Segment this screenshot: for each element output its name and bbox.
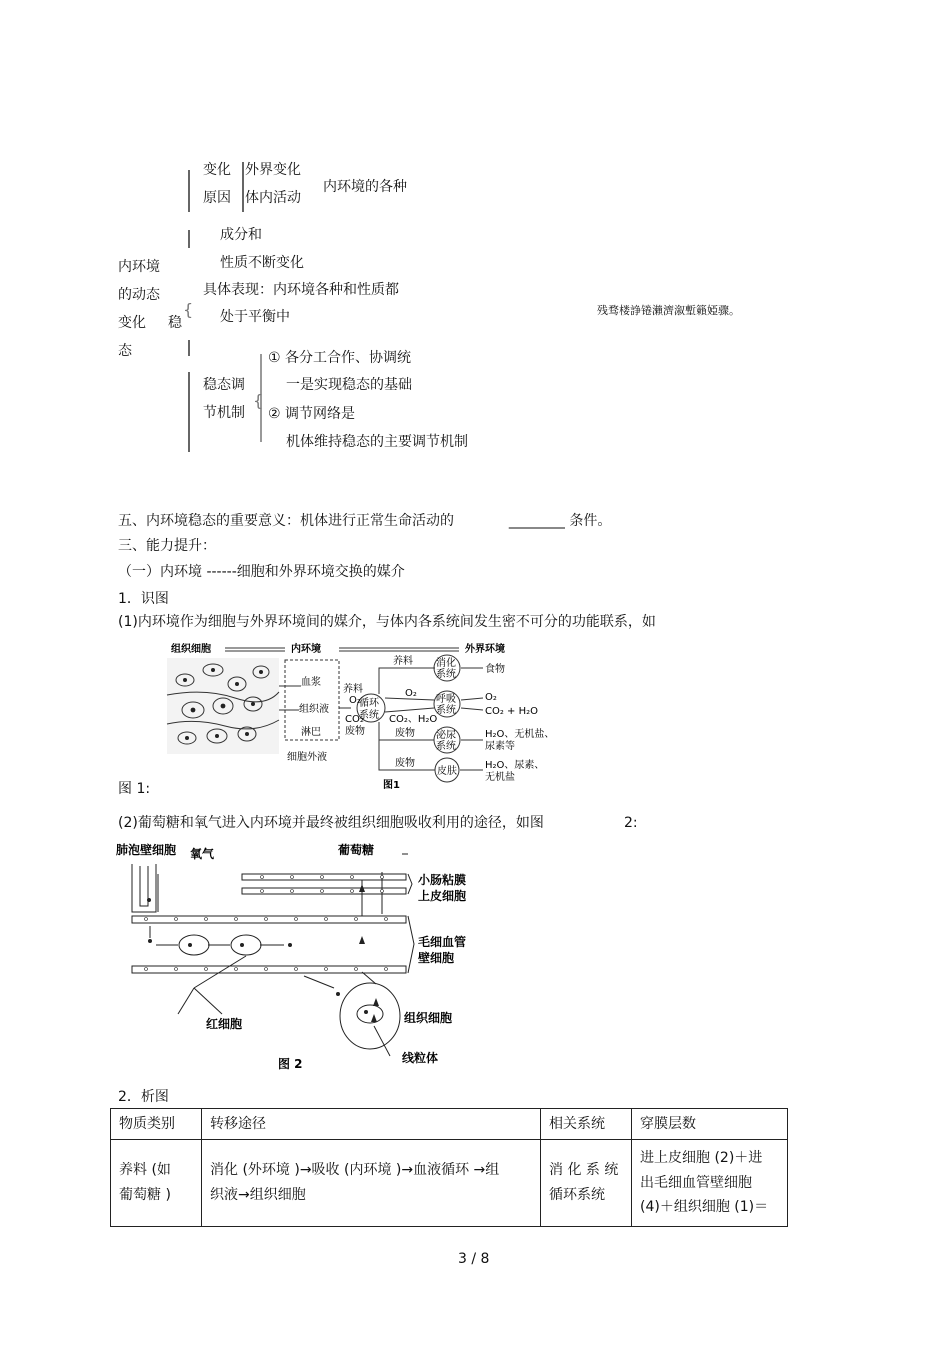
brace-main-top <box>188 170 190 212</box>
figure1-out-co2: CO₂ + H₂O <box>485 706 538 717</box>
figure1-fluid-lymph: 淋巴 <box>301 727 321 738</box>
figure1-caption: 图1 <box>383 780 400 791</box>
figure1-out-food: 食物 <box>485 664 505 675</box>
figure1-mid-co2: CO₂ <box>345 714 364 725</box>
figure1-extracellular: 细胞外液 <box>287 752 327 763</box>
analysis-table <box>110 1108 788 1227</box>
section3-title: 三、能力提升： <box>118 538 216 554</box>
section5-suffix: 条件。 <box>569 513 612 529</box>
figure2-glucose: 葡萄糖 <box>338 843 375 857</box>
figure2-tissue-cell: 组织细胞 <box>404 1011 453 1025</box>
main-topic-line4: 态 <box>118 343 132 359</box>
table-header-row <box>111 1109 788 1140</box>
svg-text:呼吸: 呼吸 <box>436 694 456 705</box>
page-number: 3 / 8 <box>458 1251 490 1267</box>
svg-text:皮肤: 皮肤 <box>437 766 457 777</box>
main-topic-line2: 的动态 <box>118 287 160 303</box>
cause-label-2: 原因 <box>203 190 231 206</box>
manifestation-line1: 成分和 <box>220 227 262 243</box>
figure1-label-tissue-cell: 组织细胞 <box>171 644 211 655</box>
svg-text:泌尿: 泌尿 <box>436 730 456 741</box>
figure1-mid-nutrient: 养料 <box>343 684 363 695</box>
brace-main-seg3 <box>188 340 190 356</box>
figure2-rbc: 红细胞 <box>206 1017 243 1031</box>
figure1-label-nutrient: 养料 <box>393 656 413 667</box>
brace-main-tip: { <box>183 300 194 319</box>
item1-para2: (2)葡萄糖和氧气进入内环境并最终被组织细胞吸收利用的途径，如图 <box>118 815 544 831</box>
figure2-intestine-1: 小肠粘膜 <box>418 873 467 887</box>
brace-main-bottom <box>188 372 190 452</box>
main-topic-line3b: 稳 <box>168 315 182 331</box>
figure1-label-waste1: 废物 <box>395 728 415 739</box>
table-header-systems: 相关系统 <box>541 1109 632 1140</box>
table-cell-category: 养料 (如 葡萄糖 ) <box>111 1140 202 1227</box>
table-cell-route: 消化 (外环境 )→吸收 (内环境 )→血液循环 →组 织液→组织细胞 <box>202 1140 541 1227</box>
figure1-label-internal-env: 内环境 <box>291 644 321 655</box>
mechanism-item2b: 机体维持稳态的主要调节机制 <box>286 434 468 450</box>
figure1-out-urine1: H₂O、无机盐、 <box>485 729 555 740</box>
table-row <box>111 1140 788 1227</box>
figure1 <box>165 640 555 791</box>
figure1-label-o2: O₂ <box>405 688 417 699</box>
manifestation-line3: 具体表现：内环境各种和性质都 <box>203 282 399 298</box>
manifestation-line4: 处于平衡中 <box>220 309 290 325</box>
fig1-caption-prefix: 图 1: <box>118 781 151 797</box>
figure1-label-waste2: 废物 <box>395 758 415 769</box>
figure1-mid-waste: 废物 <box>345 726 365 737</box>
mechanism-label-1: 稳态调 <box>203 377 245 393</box>
brace-cause <box>242 162 244 212</box>
figure2-oxygen: 氧气 <box>190 847 215 861</box>
figure1-mid-o2: O₂ <box>349 695 361 706</box>
figure1-out-skin2: 无机盐 <box>485 772 515 783</box>
table-cell-systems: 消 化 系 统 循环系统 <box>541 1140 632 1227</box>
item1-title: 1．识图 <box>118 591 169 607</box>
figure1-circulation: 循环 <box>359 698 379 709</box>
cause-result: 内环境的各种 <box>323 179 407 195</box>
figure2-caption: 图 2 <box>278 1057 303 1071</box>
subsection1-title: （一）内环境 ------细胞和外界环境交换的媒介 <box>118 564 405 580</box>
figure1-out-urine2: 尿素等 <box>485 741 515 752</box>
section5-text <box>118 514 611 528</box>
cause-item-external: 外界变化 <box>245 162 301 178</box>
mechanism-item1: ① 各分工合作、协调统 <box>268 350 412 366</box>
brace-main-seg2 <box>188 230 190 248</box>
table-header-category: 物质类别 <box>111 1109 202 1140</box>
figure1-fluid-plasma: 血浆 <box>301 677 321 688</box>
figure1-out-skin1: H₂O、尿素、 <box>485 760 545 771</box>
figure1-out-o2: O₂ <box>485 692 497 703</box>
svg-text:系统: 系统 <box>359 710 379 721</box>
cause-label-1: 变化 <box>203 162 231 178</box>
table-header-membranes: 穿膜层数 <box>632 1109 788 1140</box>
brace-mechanism-tip: { <box>253 391 264 410</box>
mechanism-label-2: 节机制 <box>203 405 245 421</box>
item1-para2-fig: 2: <box>624 815 638 831</box>
figure2-intestine-2: 上皮细胞 <box>418 889 467 903</box>
cause-item-internal: 体内活动 <box>245 190 301 206</box>
manifestation-line2: 性质不断变化 <box>220 255 304 271</box>
figure1-label-external-env: 外界环境 <box>465 644 505 655</box>
main-topic-line3: 变化 <box>118 315 146 331</box>
svg-text:消化: 消化 <box>436 658 456 669</box>
svg-text:系统: 系统 <box>436 741 456 752</box>
figure2 <box>112 838 492 1078</box>
figure2-capillary-2: 壁细胞 <box>418 951 455 965</box>
svg-text:系统: 系统 <box>436 705 456 716</box>
figure1-fluid-tissue: 组织液 <box>299 704 329 715</box>
figure2-capillary-1: 毛细血管 <box>418 935 467 949</box>
main-topic-line1: 内环境 <box>118 259 160 275</box>
mechanism-item2: ② 调节网络是 <box>268 406 356 422</box>
table-cell-membranes: 进上皮细胞 (2)＋进 出毛细血管壁细胞 (4)＋组织细胞 (1)＝ <box>632 1140 788 1227</box>
figure2-alveolar: 肺泡壁细胞 <box>116 843 177 857</box>
item1-para1: (1)内环境作为细胞与外界环境间的媒介，与体内各系统间发生密不可分的功能联系，如 <box>118 614 656 630</box>
section5-blank: ________ <box>508 513 565 529</box>
item2-title: 2．析图 <box>118 1089 169 1105</box>
table-header-route: 转移途径 <box>202 1109 541 1140</box>
mechanism-item1b: 一是实现稳态的基础 <box>286 377 412 393</box>
figure2-mitochondria: 线粒体 <box>402 1051 439 1065</box>
section5-main: 五、内环境稳态的重要意义：机体进行正常生命活动的 <box>118 513 454 529</box>
figure1-tissue-area <box>167 658 279 754</box>
watermark-text: 残骛楼諍锩瀨濟溆塹籟婭骤。 <box>597 304 740 317</box>
figure1-label-co2: CO₂、H₂O <box>389 714 438 725</box>
svg-text:系统: 系统 <box>436 669 456 680</box>
